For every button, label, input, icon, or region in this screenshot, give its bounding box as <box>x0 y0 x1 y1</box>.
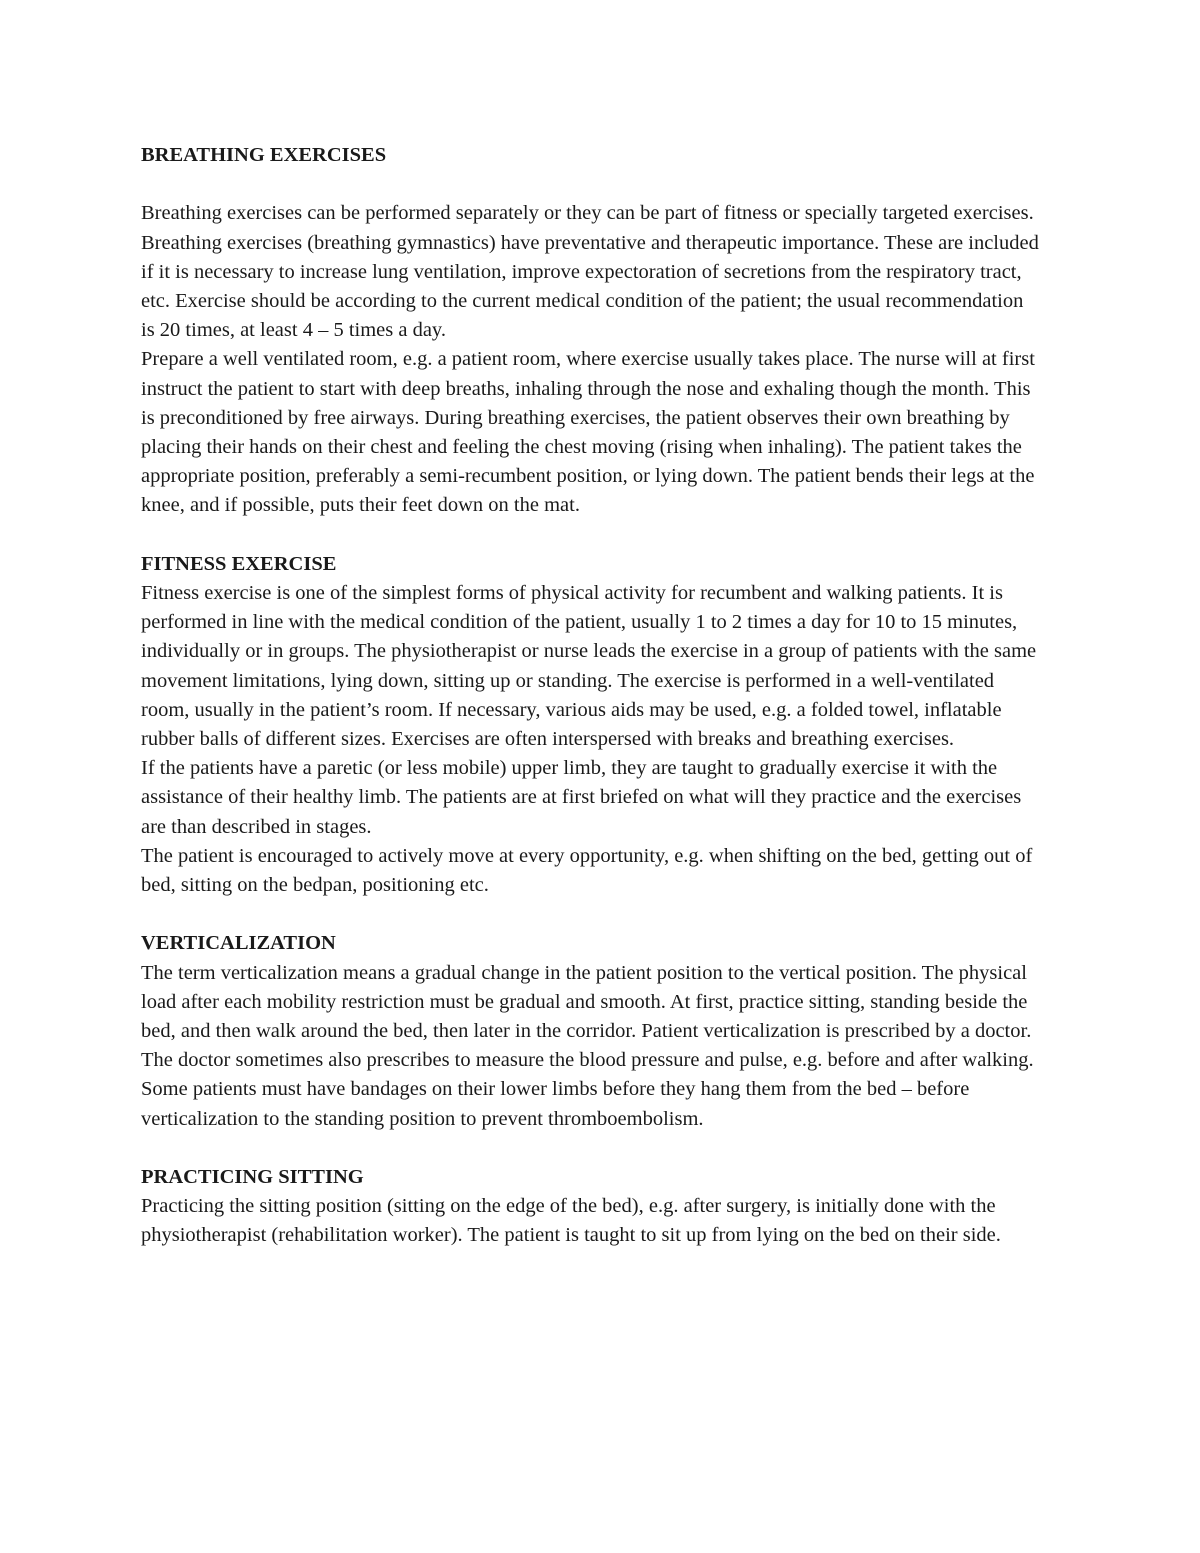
paragraph: Practicing the sitting position (sitting on the edge of the bed), e.g. after surgery, is initially done with the physiotherapist (rehabilitation worker). The patient is taught to sit up from lying on the bed on their side. <box>141 1195 1001 1247</box>
section-heading: PRACTICING SITTING <box>141 1166 364 1189</box>
section-heading: VERTICALIZATION <box>141 932 336 955</box>
paragraph: The patient is encouraged to actively move at every opportunity, e.g. when shifting on the bed, getting out of bed, sitting on the bedpan, positioning etc. <box>141 844 1033 897</box>
blank-line <box>141 1134 1041 1163</box>
paragraph: Breathing exercises can be performed separately or they can be part of fitness or specially targeted exercises. Breathing exercises (breathing gymnastics) have preventative and therapeutic importance. These are included if it is necessary to increase lung ventilation, improve expectoration of secretions from the respiratory tract, etc. Exercise should be according to the current medical condition of the patient; the usual recommendation is 20 times, at least 4 – 5 times a day. <box>141 202 1039 342</box>
section-fitness-exercise <box>141 550 1041 900</box>
section-heading: FITNESS EXERCISE <box>141 552 337 575</box>
section-heading: BREATHING EXERCISES <box>141 144 387 166</box>
section-practicing-sitting <box>141 1163 1041 1251</box>
paragraph: Prepare a well ventilated room, e.g. a patient room, where exercise usually takes place. The nurse will at first instruct the patient to start with deep breaths, inhaling through the nose and exhaling though the month. This is preconditioned by free airways. During breathing exercises, the patient observes their own breathing by placing their hands on their chest and feeling the chest moving (rising when inhaling). The patient takes the appropriate position, preferably a semi-recumbent position, or lying down. The patient bends their legs at the knee, and if possible, puts their feet down on the mat. <box>141 348 1035 517</box>
blank-line <box>141 521 1041 550</box>
blank-line <box>141 170 1041 199</box>
paragraph: Fitness exercise is one of the simplest forms of physical activity for recumbent and walking patients. It is performed in line with the medical condition of the patient, usually 1 to 2 times a day for 10 to 15 minutes, individually or in groups. The physiotherapist or nurse leads the exercise in a group of patients with the same movement limitations, lying down, sitting up or standing. The exercise is performed in a well-ventilated room, usually in the patient’s room. If necessary, various aids may be used, e.g. a folded towel, inflatable rubber balls of different sizes. Exercises are often interspersed with breaks and breathing exercises. <box>141 582 1037 751</box>
document-page <box>141 141 1041 1251</box>
section-verticalization <box>141 929 1041 1133</box>
paragraph: If the patients have a paretic (or less mobile) upper limb, they are taught to gradually exercise it with the assistance of their healthy limb. The patients are at first briefed on what will they practice and the exercises are than described in stages. <box>141 757 1022 838</box>
section-breathing-exercises <box>141 141 1041 521</box>
paragraph: The term verticalization means a gradual change in the patient position to the vertical position. The physical load after each mobility restriction must be gradual and smooth. At first, practice sitting, standing beside the bed, and then walk around the bed, then later in the corridor. Patient verticalization is prescribed by a doctor. The doctor sometimes also prescribes to measure the blood pressure and pulse, e.g. before and after walking. Some patients must have bandages on their lower limbs before they hang them from the bed – before verticalization to the standing position to prevent thromboembolism. <box>141 961 1034 1130</box>
blank-line <box>141 900 1041 929</box>
